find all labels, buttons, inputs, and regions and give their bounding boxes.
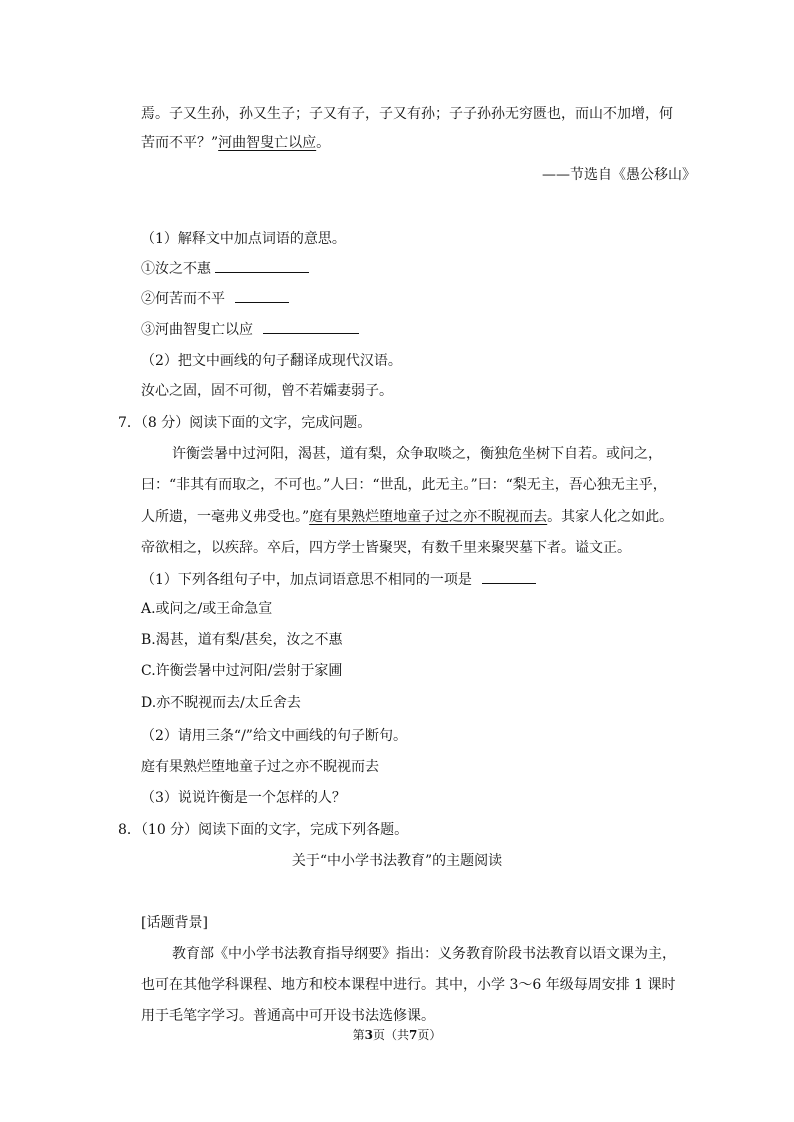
passage-line: 用于毛笔字学习。普通高中可开设书法选修课。 xyxy=(141,1008,435,1024)
answer-item xyxy=(141,319,359,340)
item-text: ③河曲智叟亡以应 xyxy=(141,322,253,338)
passage-text: 。其家人化之如此。 xyxy=(547,509,674,525)
passage-line xyxy=(141,507,673,527)
underlined-sentence: 庭有果熟烂堕地童子过之亦不睨视而去 xyxy=(309,509,548,525)
underlined-sentence: 河曲智叟亡以应 xyxy=(218,135,317,151)
section-label: [话题背景] xyxy=(141,915,208,931)
passage-line: 教育部《中小学书法教育指导纲要》指出：义务教育阶段书法教育以语文课为主， xyxy=(172,946,676,962)
passage-line xyxy=(141,133,330,153)
question-subpart: （1）解释文中加点词语的意思。 xyxy=(141,231,346,247)
answer-item xyxy=(141,288,289,309)
answer-item xyxy=(141,258,309,279)
footer-text: 页） xyxy=(417,1028,442,1042)
question-subpart: （2）把文中画线的句子翻译成现代汉语。 xyxy=(141,353,402,369)
question-subpart: （3）说说许衡是一个怎样的人？ xyxy=(141,790,346,806)
passage-source: ——节选自《愚公移山》 xyxy=(542,167,696,183)
answer-blank[interactable] xyxy=(263,319,359,334)
passage-text: 。 xyxy=(316,135,331,151)
passage-line: 帝欲相之，以疾辞。卒后，四方学士皆聚哭，有数千里来聚哭墓下者。谥文正。 xyxy=(141,540,631,556)
option-c: C.许衡尝暑中过河阳/尝射于家圃 xyxy=(141,663,343,679)
passage-text: 苦而不平？” xyxy=(141,135,219,151)
passage-line: 也可在其他学科课程、地方和校本课程中进行。其中，小学 3～6 年级每周安排 1 课时 xyxy=(141,977,676,993)
page-footer xyxy=(0,1026,794,1043)
translate-sentence: 汝心之固，固不可彻，曾不若孀妻弱子。 xyxy=(141,383,393,399)
page-total: 7 xyxy=(409,1028,418,1042)
subpart-text: （1）下列各组句子中，加点词语意思不相同的一项是 xyxy=(141,572,472,588)
answer-blank[interactable] xyxy=(235,288,289,303)
answer-blank[interactable] xyxy=(215,258,309,273)
footer-text: 页（共 xyxy=(372,1028,409,1042)
passage-text: 人所遗，一毫弗义弗受也。” xyxy=(141,509,310,525)
footer-text: 第 xyxy=(352,1028,365,1042)
page-number: 3 xyxy=(364,1028,373,1042)
item-text: ①汝之不惠 xyxy=(141,261,211,277)
question-title: 7．（8 分）阅读下面的文字，完成问题。 xyxy=(118,415,372,431)
item-text: ②何苦而不平 xyxy=(141,291,225,307)
passage-line: 曰：“非其有而取之，不可也。”人曰：“世乱，此无主。”曰：“梨无主，吾心独无主乎， xyxy=(141,477,667,493)
sentence-to-split: 庭有果熟烂堕地童子过之亦不睨视而去 xyxy=(141,759,379,775)
section-heading: 关于“中小学书法教育”的主题阅读 xyxy=(291,853,503,869)
passage-line: 焉。子又生孙，孙又生子；子又有子，子又有孙；子子孙孙无穷匮也，而山不加增，何 xyxy=(141,106,673,122)
question-title: 8．（10 分）阅读下面的文字，完成下列各题。 xyxy=(118,822,409,838)
option-b: B.渴甚，道有梨/甚矣，汝之不惠 xyxy=(141,632,343,648)
option-d: D.亦不睨视而去/太丘舍去 xyxy=(141,695,301,711)
passage-line: 许衡尝暑中过河阳，渴甚，道有梨，众争取啖之，衡独危坐树下自若。或问之， xyxy=(172,446,662,462)
option-a: A.或问之/或王命急宣 xyxy=(141,601,273,617)
question-subpart: （2）请用三条“/”给文中画线的句子断句。 xyxy=(141,728,407,744)
question-subpart xyxy=(141,569,536,590)
answer-blank[interactable] xyxy=(482,569,536,584)
